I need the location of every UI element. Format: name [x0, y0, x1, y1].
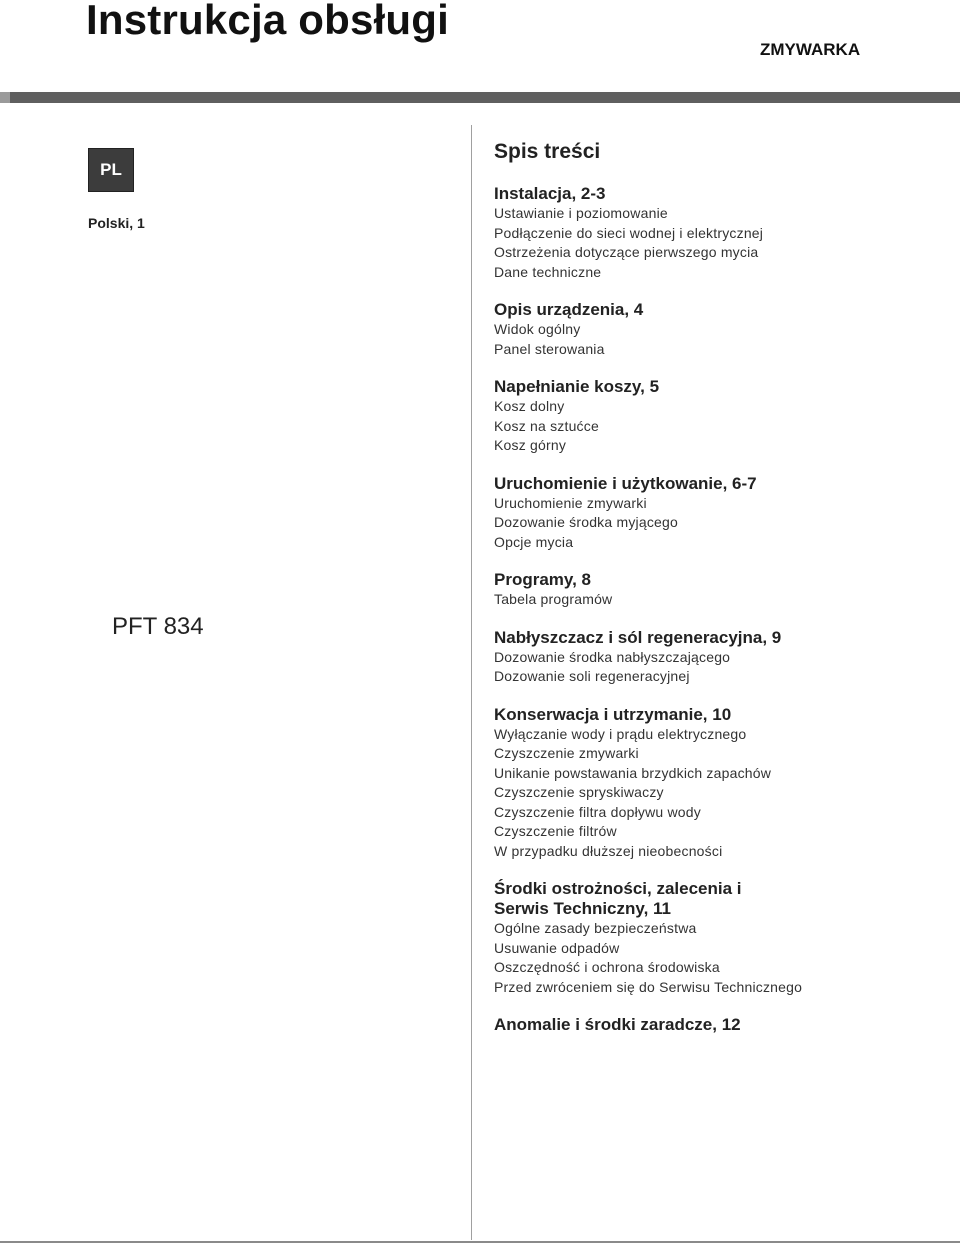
footer-line: [0, 1241, 960, 1243]
toc-section-heading[interactable]: [494, 184, 944, 204]
toc-heading-line: Programy, 8: [494, 570, 592, 589]
toc-section: [494, 570, 944, 610]
toc-section: [494, 474, 944, 553]
toc-heading-line: Nabłyszczacz i sól regeneracyjna, 9: [494, 627, 782, 647]
toc-item[interactable]: Kosz dolny: [494, 398, 565, 414]
toc-section-heading[interactable]: [494, 628, 944, 648]
toc-item[interactable]: Czyszczenie spryskiwaczy: [494, 784, 664, 800]
toc-item[interactable]: Czyszczenie filtrów: [494, 823, 617, 839]
toc-item[interactable]: Dozowanie środka nabłyszczającego: [494, 648, 731, 665]
toc-section-heading[interactable]: [494, 377, 944, 397]
toc-section-heading[interactable]: [494, 570, 944, 590]
toc-item[interactable]: Kosz na sztućce: [494, 417, 599, 434]
table-of-contents: [494, 140, 944, 1053]
toc-heading-line: Konserwacja i utrzymanie, 10: [494, 704, 732, 724]
toc-item[interactable]: W przypadku dłuższej nieobecności: [494, 842, 723, 859]
toc-item[interactable]: Dane techniczne: [494, 263, 602, 280]
toc-item[interactable]: Panel sterowania: [494, 340, 605, 357]
toc-item[interactable]: Kosz górny: [494, 437, 567, 453]
toc-item[interactable]: Usuwanie odpadów: [494, 939, 620, 956]
product-type-label: ZMYWARKA: [760, 40, 861, 59]
toc-item[interactable]: Oszczędność i ochrona środowiska: [494, 959, 720, 975]
toc-heading-line: Serwis Techniczny, 11: [494, 899, 672, 918]
toc-section: [494, 1015, 944, 1035]
toc-item[interactable]: Opcje mycia: [494, 533, 574, 550]
toc-heading-line: Instalacja, 2-3: [494, 184, 606, 203]
column-divider: [471, 125, 472, 1240]
header-divider-accent: [0, 92, 10, 103]
toc-item[interactable]: Ustawianie i poziomowanie: [494, 205, 668, 221]
toc-section: [494, 705, 944, 862]
toc-item[interactable]: Unikanie powstawania brzydkich zapachów: [494, 764, 772, 781]
language-badge: PL: [88, 148, 134, 192]
toc-heading-line: Napełnianie koszy, 5: [494, 377, 660, 396]
toc-section: [494, 628, 944, 687]
toc-section: [494, 184, 944, 282]
toc-item[interactable]: Podłączenie do sieci wodnej i elektrycznej: [494, 224, 764, 241]
toc-section-heading[interactable]: [494, 1015, 944, 1035]
toc-item[interactable]: Przed zwróceniem się do Serwisu Technicznego: [494, 978, 803, 995]
language-link[interactable]: Polski, 1: [88, 215, 145, 231]
toc-item[interactable]: Uruchomienie zmywarki: [494, 494, 647, 511]
page-title: Instrukcja obsługi: [86, 0, 449, 43]
toc-item[interactable]: Widok ogólny: [494, 321, 581, 337]
toc-item[interactable]: Czyszczenie zmywarki: [494, 745, 639, 761]
toc-heading-line: Anomalie i środki zaradcze, 12: [494, 1015, 741, 1034]
toc-item[interactable]: Czyszczenie filtra dopływu wody: [494, 803, 701, 820]
toc-item[interactable]: Dozowanie soli regeneracyjnej: [494, 668, 690, 684]
toc-section-heading[interactable]: [494, 474, 944, 494]
header-divider-bar: [0, 92, 960, 103]
toc-heading-line: Uruchomienie i użytkowanie, 6-7: [494, 473, 757, 493]
toc-sections: [494, 184, 944, 1035]
toc-section: [494, 300, 944, 359]
toc-item[interactable]: Tabela programów: [494, 591, 613, 607]
toc-section-heading[interactable]: [494, 300, 944, 320]
toc-item[interactable]: Dozowanie środka myjącego: [494, 514, 678, 530]
toc-item[interactable]: Ogólne zasady bezpieczeństwa: [494, 920, 697, 936]
toc-title: Spis treści: [494, 140, 601, 163]
toc-section-heading[interactable]: [494, 705, 944, 725]
toc-heading-line: Środki ostrożności, zalecenia i: [494, 879, 742, 898]
toc-heading-line: Opis urządzenia, 4: [494, 300, 644, 319]
toc-item[interactable]: Wyłączanie wody i prądu elektrycznego: [494, 725, 747, 742]
model-number: PFT 834: [112, 613, 204, 640]
toc-item[interactable]: Ostrzeżenia dotyczące pierwszego mycia: [494, 244, 759, 260]
toc-section: [494, 879, 944, 997]
toc-section-heading[interactable]: [494, 879, 944, 919]
toc-section: [494, 377, 944, 456]
